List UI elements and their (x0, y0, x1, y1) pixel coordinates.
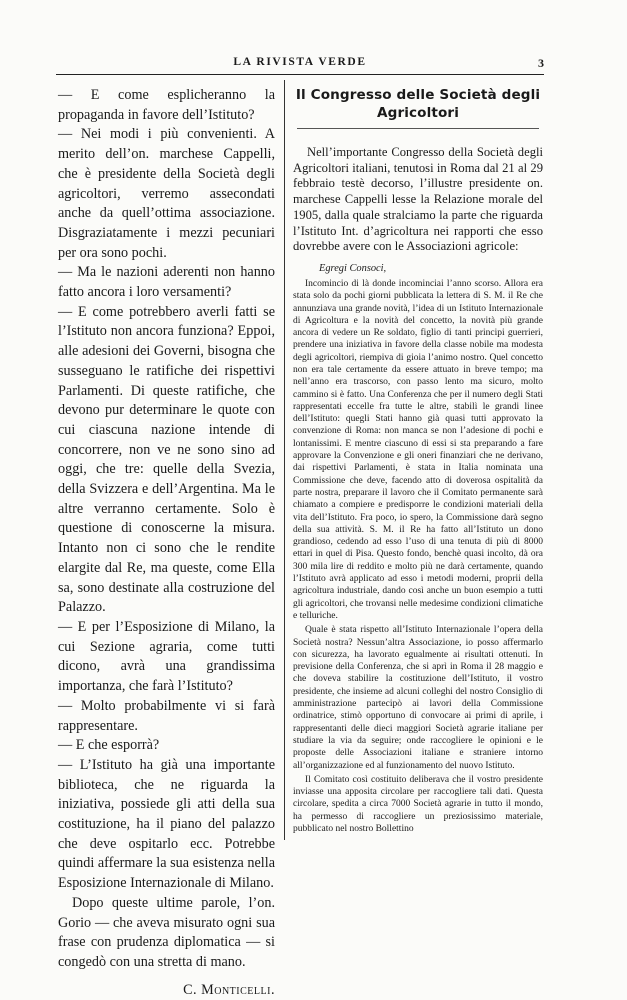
interview-paragraph: — Molto probabilmente vi si farà rappresentare. (58, 697, 275, 734)
column-divider (284, 80, 285, 840)
interview-paragraph: — E come potrebbero averli fatti se l’Istituto non ancora funziona? Eppoi, alle adesioni dei Governi, bisogna che susseguano le ratifiche dei rispettivi Parlamenti. Di queste ratifiche, che devono pur determinare le quote con cui ciascuna nazione intende di concorrere, non ve ne sono sino ad oggi, che tre: quelle della Svezia, della Svizzera e dell’Argentina. Ma le altre verranno certamente. Solo è questione di conoscerne la misura. Intanto non ci sono che le rendite elargite dal Re, ma queste, come Ella sa, sono destinate alla costruzione del Palazzo. (58, 303, 275, 616)
interview-paragraph: — E per l’Esposizione di Milano, la cui Sezione agraria, come tutti dicono, avrà una grandissima importanza, che farà l’Istituto? (58, 618, 275, 695)
right-column (293, 86, 543, 835)
running-title: LA RIVISTA VERDE (233, 56, 367, 68)
author-signature: C. Monticelli. (183, 981, 275, 998)
interview-paragraph: — Ma le nazioni aderenti non hanno fatto ancora i loro versamenti? (58, 264, 275, 301)
page-header (56, 56, 544, 72)
interview-paragraph: — L’Istituto ha già una importante biblioteca, che ne riguarda la iniziativa, possiede gli atti della sua costituzione, ha il piano del palazzo che deve ospitarlo ecc. Potrebbe quindi affermare la sua esistenza nella Esposizione Internazionale di Milano. (58, 756, 275, 892)
page-number: 3 (538, 56, 544, 70)
interview-paragraph: — Nei modi i più convenienti. A merito dell’on. marchese Cappelli, che è presidente della Società degli agricoltori, verremo assecondati anche da quell’ottima associazione. Disgraziatamente i mezzi pecuniari per ora sono pochi. (58, 126, 275, 261)
title-underline (297, 128, 539, 129)
closing-paragraph: Dopo queste ultime parole, l’on. Gorio — che aveva misurato ogni sua frase con prudenza diplomatica — si congedò con una stretta di mano. (58, 894, 275, 970)
report-paragraph: Quale è stata rispetto all’Istituto Internazionale l’opera della Società nostra? Nessun’altra Associazione, io posso affermarlo con sicurezza, ha lavorato egualmente ai risultati ottenuti. In previsione della Conferenza, che si aprì in Roma il 28 maggio e che doveva stabilire la costituzione dell’Istituto, il vostro presidente, che insieme ad alcuni colleghi del nostro Consiglio di amministrazione partecipò ai lavori della Commissione ordinatrice, stimò opportuno di convocare ai primi di aprile, i rappresentanti delle dieci maggiori Società agrarie italiane per studiare la via da seguire; onde raccogliere le opinioni e le proposte delle Associazioni italiane e straniere intorno all’organizzazione ed al funzionamento del nuovo Istituto. (293, 625, 543, 771)
interview-paragraph: — E che esporrà? (58, 737, 160, 754)
report-paragraph: Il Comitato così costituito deliberava che il vostro presidente inviasse una apposita circolare per raccogliere tali dati. Questa circolare, spedita a circa 7000 Società agrarie in tutto il mondo, ha permesso di raccogliere un preziosissimo materiale, pubblicato nel nostro Bollettino (293, 774, 543, 834)
interview-paragraph: — E come esplicheranno la propaganda in favore dell’Istituto? (58, 87, 275, 123)
salutation: Egregi Consoci, (319, 262, 387, 274)
intro-paragraph: Nell’importante Congresso della Società degli Agricoltori italiani, tenutosi in Roma dal 21 al 29 febbraio testè decorso, l’illustre presidente on. marchese Cappelli lesse la Relazione morale del 1905, dalla quale stralciamo la parte che riguarda l’Istituto Int. d’agricoltura nei rapporti che esso dovrebbe avere con le Associazioni agricole: (293, 145, 543, 254)
section-title: Il Congresso delle Società degli Agricoltori (295, 87, 541, 121)
report-paragraph: Incomincio di là donde incominciai l’anno scorso. Allora era stata solo da pochi giorni pubblicata la lettera di S. M. il Re che annunziava una grande novità, l’idea di un Istituto Internazionale di Agricoltura e la novità del concetto, la novità più grande ancora di vedere un Re soldato, figlio di tanti principi guerrieri, prendere una iniziativa in favore della classe nobile ma modesta degli agricoltori, riempiva di gioia l’animo nostro. Quel concetto non era tale certamente da essere attuato in breve tempo; ma nell’anno era trascorso, con passo lento ma sicuro, molto cammino si è fatto. Una Conferenza che per il numero degli Stati rappresentati eccelle fra tutte le altre, stabilì le grandi linee dell’Istituto: quegli Stati hanno già quasi tutti approvato la convenzione di Roma: non manca se non l’adesione di pochi e lontanissimi. E mentre ciascuno di essi si sta preparando a fare approvare la Convenzione e gli oneri finanziari che ne derivano, dai rispettivi Parlamenti, è stata in Italia nominata una Commissione che deve, facendo atto di doverosa ospitalità da parte nostra, preparare il lavoro che il Comitato permanente sarà chiamato a compiere e predisporre le condizioni materiali della vita dell’Istituto. Fra poco, io spero, la Commissione darà segno della sua attività. S. M. il Re ha fatto all’Istituto un dono grandioso, cedendo ad esso l’uso di una tenuta di più di 8000 ettari in quel di Pisa. Questo fondo, benchè quasi incolto, dà ora 300 mila lire di reddito e molto più ne darà certamente, quando l’Istituto avrà applicato ad esso i metodi moderni, proprii della agricoltura industriale, dando così anche un buon esempio a tutti gli agricoltori, che trovansi nelle medesime condizioni climatiche e telluriche. (293, 278, 543, 621)
header-rule (56, 74, 544, 75)
left-column (58, 86, 275, 1000)
